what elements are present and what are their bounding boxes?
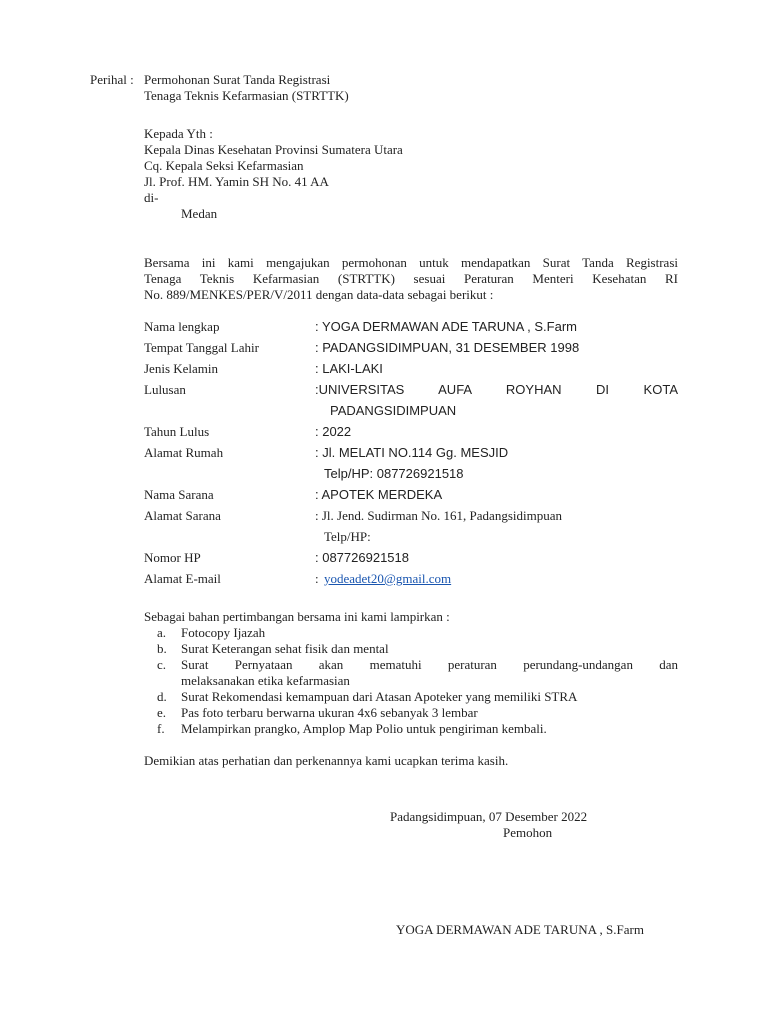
recipient-city: Medan: [181, 206, 218, 221]
attachment-item: Surat Keterangan sehat fisik dan mental: [181, 641, 389, 656]
field-value-alamat-rumah: : Jl. MELATI NO.114 Gg. MESJID: [315, 445, 509, 460]
intro-line-3: No. 889/MENKES/PER/V/2011 dengan data-data sebagai berikut :: [144, 287, 494, 302]
field-label-alamat-rumah: Alamat Rumah: [144, 445, 224, 460]
field-label-lulusan: Lulusan: [144, 382, 186, 397]
field-value-tahun: : 2022: [315, 424, 352, 439]
attachment-letter: d.: [157, 689, 167, 704]
email-link[interactable]: yodeadet20@gmail.com: [324, 571, 452, 586]
perihal-line-2: Tenaga Teknis Kefarmasian (STRTTK): [144, 88, 349, 103]
recipient-line-2: Cq. Kepala Seksi Kefarmasian: [144, 158, 304, 173]
field-value-lulusan-line-1: :UNIVERSITAS AUFA ROYHAN DI KOTA: [315, 382, 678, 397]
recipient-greeting: Kepada Yth :: [144, 126, 213, 141]
intro-line-2: Tenaga Teknis Kefarmasian (STRTTK) sesuai Peraturan Menteri Kesehatan RI: [144, 271, 678, 286]
intro-line-1: Bersama ini kami mengajukan permohonan untuk mendapatkan Surat Tanda Registrasi: [144, 255, 678, 270]
attachment-letter: b.: [157, 641, 167, 656]
attachment-letter: c.: [157, 657, 167, 672]
attachment-item: Melampirkan prangko, Amplop Map Polio untuk pengiriman kembali.: [181, 721, 547, 736]
field-value-hp: : 087726921518: [315, 550, 409, 565]
signature-place-date: Padangsidimpuan, 07 Desember 2022: [390, 809, 588, 824]
field-value-nama: : YOGA DERMAWAN ADE TARUNA , S.Farm: [315, 319, 577, 334]
signature-role: Pemohon: [503, 825, 553, 840]
field-label-sarana: Nama Sarana: [144, 487, 214, 502]
field-label-hp: Nomor HP: [144, 550, 201, 565]
field-label-alamat-sarana: Alamat Sarana: [144, 508, 221, 523]
field-value-ttl: : PADANGSIDIMPUAN, 31 DESEMBER 1998: [315, 340, 580, 355]
signature-name: YOGA DERMAWAN ADE TARUNA , S.Farm: [396, 922, 644, 937]
recipient-line-1: Kepala Dinas Kesehatan Provinsi Sumatera Utara: [144, 142, 403, 157]
attachments-intro: Sebagai bahan pertimbangan bersama ini kami lampirkan :: [144, 609, 450, 624]
closing-text: Demikian atas perhatian dan perkenannya kami ucapkan terima kasih.: [144, 753, 509, 768]
attachment-item: Fotocopy Ijazah: [181, 625, 266, 640]
attachment-item-continuation: melaksanakan etika kefarmasian: [181, 673, 350, 688]
field-value-jk: : LAKI-LAKI: [315, 361, 383, 376]
field-value-alamat-sarana: : Jl. Jend. Sudirman No. 161, Padangsidimpuan: [315, 508, 562, 523]
field-label-jk: Jenis Kelamin: [144, 361, 219, 376]
perihal-line-1: Permohonan Surat Tanda Registrasi: [144, 72, 331, 87]
attachment-letter: e.: [157, 705, 167, 720]
field-value-lulusan-line-2: PADANGSIDIMPUAN: [330, 403, 457, 418]
attachment-letter: a.: [157, 625, 167, 640]
field-value-alamat-sarana-telp: Telp/HP:: [324, 529, 371, 544]
field-value-sarana: : APOTEK MERDEKA: [315, 487, 443, 502]
field-label-ttl: Tempat Tanggal Lahir: [144, 340, 259, 355]
attachment-item: Surat Pernyataan akan mematuhi peraturan perundang-undangan dan: [181, 657, 678, 672]
recipient-line-4: di-: [144, 190, 159, 205]
perihal-label: Perihal :: [90, 72, 134, 87]
field-label-email: Alamat E-mail: [144, 571, 221, 586]
attachment-letter: f.: [157, 721, 165, 736]
field-value-alamat-rumah-telp: Telp/HP: 087726921518: [324, 466, 464, 481]
field-label-tahun: Tahun Lulus: [144, 424, 210, 439]
field-label-nama: Nama lengkap: [144, 319, 220, 334]
recipient-line-3: Jl. Prof. HM. Yamin SH No. 41 AA: [144, 174, 329, 189]
attachment-item: Surat Rekomendasi kemampuan dari Atasan Apoteker yang memiliki STRA: [181, 689, 578, 704]
field-email-colon: :: [315, 571, 319, 586]
attachment-item: Pas foto terbaru berwarna ukuran 4x6 sebanyak 3 lembar: [181, 705, 478, 720]
